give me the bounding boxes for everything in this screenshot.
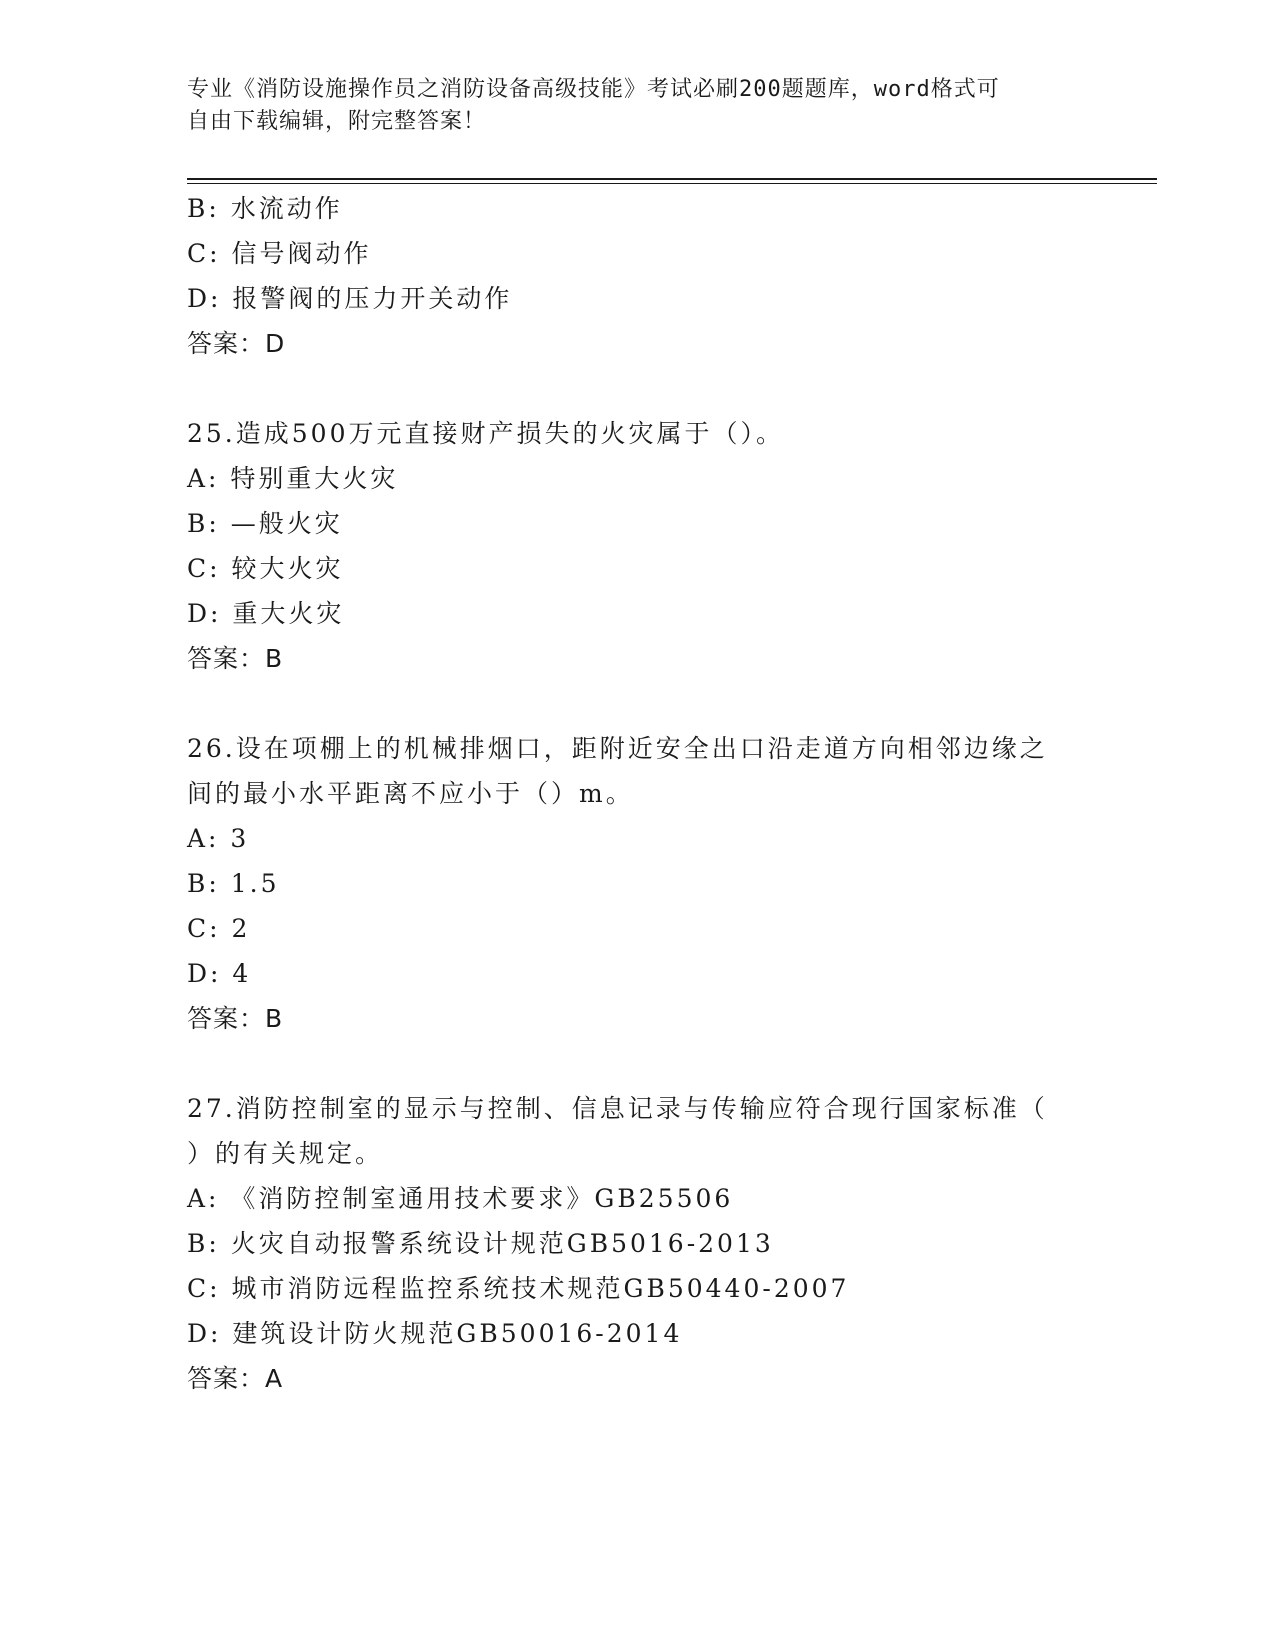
- q26-option-d: D: 4: [187, 959, 252, 988]
- q25-option-b: B: —般火灾: [187, 509, 343, 538]
- q27-question-line-1: 27.消防控制室的显示与控制、信息记录与传输应符合现行国家标准（: [187, 1094, 1048, 1123]
- q26-option-b: B: 1.5: [187, 869, 280, 898]
- q24-answer: 答案：D: [187, 329, 286, 358]
- q26-answer: 答案：B: [187, 1004, 284, 1033]
- q24-option-c: C: 信号阀动作: [187, 239, 372, 268]
- q24-option-d: D: 报警阀的压力开关动作: [187, 284, 513, 313]
- q27-option-a: A: 《消防控制室通用技术要求》GB25506: [187, 1184, 734, 1213]
- q26-question-line-1: 26.设在项棚上的机械排烟口，距附近安全出口沿走道方向相邻边缘之: [187, 734, 1048, 763]
- q25-answer: 答案：B: [187, 644, 284, 673]
- header-rule-thick: [187, 178, 1157, 180]
- q25-option-a: A: 特别重大火灾: [187, 464, 399, 493]
- q26-option-c: C: 2: [187, 914, 251, 943]
- header-line-2: 自由下载编辑，附完整答案！: [187, 109, 487, 134]
- q25-option-c: C: 较大火灾: [187, 554, 344, 583]
- q27-option-c: C: 城市消防远程监控系统技术规范GB50440-2007: [187, 1274, 850, 1303]
- q24-option-b: B: 水流动作: [187, 194, 343, 223]
- page-header: [187, 74, 1087, 138]
- q27-question-line-2: ）的有关规定。: [187, 1139, 384, 1168]
- q27-answer: 答案：A: [187, 1364, 284, 1393]
- header-line-1: 专业《消防设施操作员之消防设备高级技能》考试必刷200题题库，word格式可: [187, 77, 1000, 102]
- q26-question-line-2: 间的最小水平距离不应小于（）m。: [187, 779, 634, 808]
- q27-option-b: B: 火灾自动报警系统设计规范GB5016-2013: [187, 1229, 774, 1258]
- q27-option-d: D: 建筑设计防火规范GB50016-2014: [187, 1319, 683, 1348]
- q26-option-a: A: 3: [187, 824, 250, 853]
- q25-option-d: D: 重大火灾: [187, 599, 345, 628]
- header-rule-thin: [187, 183, 1157, 184]
- q25-question: 25.造成500万元直接财产损失的火灾属于（）。: [187, 419, 784, 448]
